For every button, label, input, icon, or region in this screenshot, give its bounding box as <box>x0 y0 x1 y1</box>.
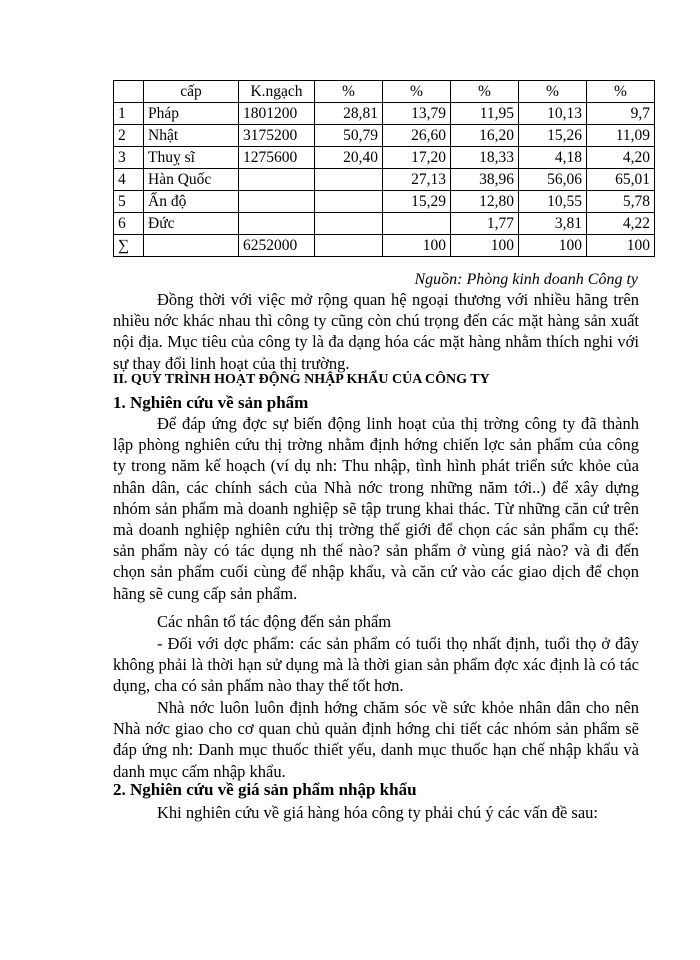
table-cell <box>315 235 383 257</box>
paragraph-product-factors <box>113 611 639 632</box>
table-cell: 1801200 <box>239 103 315 125</box>
table-cell <box>383 213 451 235</box>
table-cell <box>144 235 239 257</box>
table-cell: 15,26 <box>519 125 587 147</box>
table-cell: Hàn Quốc <box>144 169 239 191</box>
table-cell: 9,7 <box>587 103 655 125</box>
table-body <box>114 81 655 257</box>
paragraph-text: Các nhân tố tác động đến sản phẩm <box>157 612 392 631</box>
table-cell <box>315 213 383 235</box>
table-cell: 2 <box>114 125 144 147</box>
table-cell <box>315 191 383 213</box>
table-cell: 1,77 <box>451 213 519 235</box>
paragraph-text: Khi nghiên cứu về giá hàng hóa công ty phải chú ý các vấn đề sau: <box>157 803 599 822</box>
table-cell: 6 <box>114 213 144 235</box>
table-cell: 5 <box>114 191 144 213</box>
table-cell: % <box>587 81 655 103</box>
table-row <box>114 169 655 191</box>
table-cell: 13,79 <box>383 103 451 125</box>
table-cell: 100 <box>383 235 451 257</box>
table-cell: 4 <box>114 169 144 191</box>
subsection-heading-price-research: 2. Nghiên cứu về giá sản phẩm nhập khẩu <box>113 780 417 799</box>
table-cell: 1 <box>114 103 144 125</box>
table-cell: 17,20 <box>383 147 451 169</box>
section-heading: II. QUY TRÌNH HOẠT ĐỘNG NHẬP KHẨU CỦA CÔNG TY <box>113 372 490 387</box>
table-cell: 28,81 <box>315 103 383 125</box>
table-cell <box>239 169 315 191</box>
table-cell <box>239 213 315 235</box>
table-cell: 3,81 <box>519 213 587 235</box>
table-cell: 6252000 <box>239 235 315 257</box>
table-cell: Đức <box>144 213 239 235</box>
table-cell: 5,78 <box>587 191 655 213</box>
table-cell: K.ngạch <box>239 81 315 103</box>
table-cell: 100 <box>587 235 655 257</box>
table-cell: 12,80 <box>451 191 519 213</box>
table-cell: Pháp <box>144 103 239 125</box>
table-cell: 16,20 <box>451 125 519 147</box>
table-cell: Nhật <box>144 125 239 147</box>
market-share-table <box>113 80 655 257</box>
table-cell: 100 <box>519 235 587 257</box>
paragraph-domestic-products <box>113 289 639 374</box>
table-cell <box>239 191 315 213</box>
table-cell: 15,29 <box>383 191 451 213</box>
table-row <box>114 147 655 169</box>
paragraph-market-research <box>113 413 639 604</box>
table-row <box>114 103 655 125</box>
table-cell: 100 <box>451 235 519 257</box>
table-cell: 11,09 <box>587 125 655 147</box>
table-cell: 20,40 <box>315 147 383 169</box>
paragraph-price-issues <box>113 802 639 823</box>
paragraph-pharmaceuticals <box>113 633 639 697</box>
table-cell: ∑ <box>114 235 144 257</box>
table-cell: 27,13 <box>383 169 451 191</box>
table-cell: % <box>315 81 383 103</box>
paragraph-state-orientation <box>113 697 639 782</box>
table-row <box>114 125 655 147</box>
table-cell: % <box>383 81 451 103</box>
table-cell: 38,96 <box>451 169 519 191</box>
paragraph-text: Đồng thời với việc mở rộng quan hệ ngoại thương với nhiều hãng trên nhiều nớc khác nhau thì công ty cũng còn chú trọng đến các mặt hàng sản xuất nội địa. Mục tiêu của công ty là đa dạng hóa các mặt hàng nhằm thích nghi với sự thay đổi linh hoạt của thị trường. <box>113 290 639 373</box>
subsection-heading-product-research: 1. Nghiên cứu về sản phẩm <box>113 393 309 412</box>
table-header-row <box>114 81 655 103</box>
paragraph-text: Nhà nớc luôn luôn định hớng chăm sóc về sức khỏe nhân dân cho nên Nhà nớc giao cho cơ quan chủ quản định hớng chi tiết các nhóm sản phẩm sẽ đáp ứng nh: Danh mục thuốc thiết yếu, danh mục thuốc hạn chế nhập khẩu và danh mục cấm nhập khẩu. <box>113 698 639 781</box>
table-row <box>114 191 655 213</box>
table-cell: Thuỵ sĩ <box>144 147 239 169</box>
table-cell <box>315 169 383 191</box>
table-source-note: Nguồn: Phòng kinh doanh Công ty <box>414 271 638 288</box>
table-cell: 10,13 <box>519 103 587 125</box>
table-cell: 10,55 <box>519 191 587 213</box>
table-cell: 3175200 <box>239 125 315 147</box>
table-cell: 56,06 <box>519 169 587 191</box>
paragraph-text: Để đáp ứng đợc sự biến động linh hoạt của thị trờng công ty đã thành lập phòng nghiên cứu thị trờng nhằm định hớng chiến lợc sản phẩm của công ty trong năm kế hoạch (ví dụ nh: Thu nhập, tình hình phát triển sức khỏe của nhân dân, các chính sách của Nhà nớc trong những năm tới..) để xây dựng nhóm sản phẩm mà doanh nghiệp sẽ tập trung khai thác. Từ những căn cứ trên mà doanh nghiệp nghiên cứu thị trờng thế giới để chọn các sản phẩm cụ thể: sản phẩm này có tác dụng nh thế nào? sản phẩm ở vùng giá nào? và đi đến chọn sản phẩm cuối cùng để nhập khẩu, và căn cứ vào các giao dịch để chọn hãng sẽ cung cấp sản phẩm. <box>113 414 639 603</box>
table-cell: 4,20 <box>587 147 655 169</box>
paragraph-text: - Đối với dợc phẩm: các sản phẩm có tuổi thọ nhất định, tuổi thọ ở đây không phải là thời hạn sử dụng mà là thời gian sản phẩm đợc xác định là có tác dụng, cha có sản phẩm nào thay thế tốt hơn. <box>113 634 639 696</box>
table-cell: 26,60 <box>383 125 451 147</box>
table-cell <box>114 81 144 103</box>
table-cell: 11,95 <box>451 103 519 125</box>
table-cell: 4,18 <box>519 147 587 169</box>
table-row <box>114 235 655 257</box>
table-cell: 18,33 <box>451 147 519 169</box>
table-cell: 3 <box>114 147 144 169</box>
table-cell: 65,01 <box>587 169 655 191</box>
table-cell: % <box>451 81 519 103</box>
table-cell: cấp <box>144 81 239 103</box>
table-cell: 50,79 <box>315 125 383 147</box>
table-row <box>114 213 655 235</box>
table-cell: 4,22 <box>587 213 655 235</box>
table-cell: % <box>519 81 587 103</box>
table-cell: Ấn độ <box>144 191 239 213</box>
table-cell: 1275600 <box>239 147 315 169</box>
